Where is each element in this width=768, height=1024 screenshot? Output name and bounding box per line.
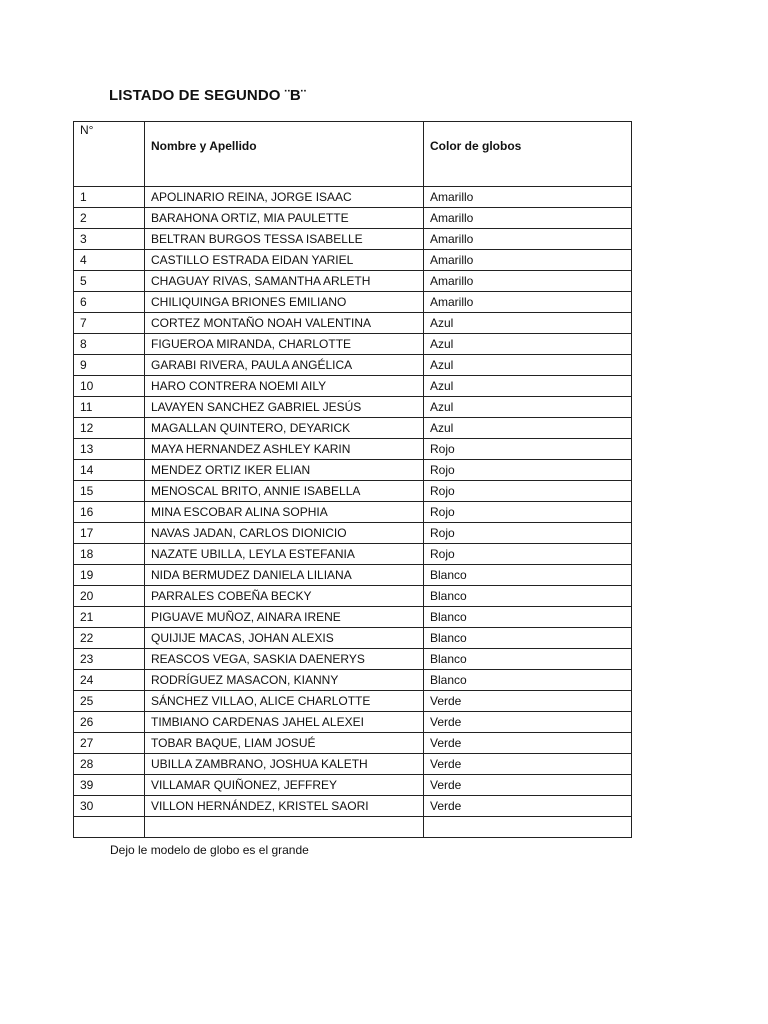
table-row (74, 733, 632, 754)
balloon-color: Amarillo (424, 187, 632, 208)
student-name: NAZATE UBILLA, LEYLA ESTEFANIA (145, 544, 424, 565)
balloon-color: Amarillo (424, 271, 632, 292)
table-row (74, 355, 632, 376)
row-number: 14 (74, 460, 145, 481)
student-name: PIGUAVE MUÑOZ, AINARA IRENE (145, 607, 424, 628)
table-row (74, 229, 632, 250)
student-name: CHAGUAY RIVAS, SAMANTHA ARLETH (145, 271, 424, 292)
student-name: MINA ESCOBAR ALINA SOPHIA (145, 502, 424, 523)
balloon-color: Blanco (424, 670, 632, 691)
row-number: 30 (74, 796, 145, 817)
page-title: LISTADO DE SEGUNDO ¨B¨ (109, 87, 306, 104)
student-name: UBILLA ZAMBRANO, JOSHUA KALETH (145, 754, 424, 775)
table-row (74, 607, 632, 628)
student-name: NIDA BERMUDEZ DANIELA LILIANA (145, 565, 424, 586)
balloon-color: Amarillo (424, 229, 632, 250)
balloon-color: Blanco (424, 607, 632, 628)
balloon-color: Amarillo (424, 208, 632, 229)
row-number: 8 (74, 334, 145, 355)
balloon-color: Verde (424, 733, 632, 754)
row-number: 21 (74, 607, 145, 628)
balloon-color: Azul (424, 355, 632, 376)
student-name: MAGALLAN QUINTERO, DEYARICK (145, 418, 424, 439)
balloon-color: Blanco (424, 565, 632, 586)
student-name: CHILIQUINGA BRIONES EMILIANO (145, 292, 424, 313)
row-number: 15 (74, 481, 145, 502)
row-number: 5 (74, 271, 145, 292)
table-row (74, 670, 632, 691)
student-name: CORTEZ MONTAÑO NOAH VALENTINA (145, 313, 424, 334)
balloon-color: Rojo (424, 439, 632, 460)
table-row (74, 754, 632, 775)
table-row (74, 691, 632, 712)
student-name: GARABI RIVERA, PAULA ANGÉLICA (145, 355, 424, 376)
row-number: 20 (74, 586, 145, 607)
balloon-color: Rojo (424, 523, 632, 544)
header-number: N° (74, 122, 145, 187)
student-name: MENDEZ ORTIZ IKER ELIAN (145, 460, 424, 481)
balloon-color: Amarillo (424, 292, 632, 313)
student-name: MAYA HERNANDEZ ASHLEY KARIN (145, 439, 424, 460)
row-number: 12 (74, 418, 145, 439)
balloon-color: Verde (424, 754, 632, 775)
table-row (74, 397, 632, 418)
row-number: 28 (74, 754, 145, 775)
student-name: BELTRAN BURGOS TESSA ISABELLE (145, 229, 424, 250)
table-row (74, 292, 632, 313)
row-number: 16 (74, 502, 145, 523)
balloon-color: Blanco (424, 586, 632, 607)
balloon-color: Verde (424, 691, 632, 712)
balloon-color: Azul (424, 376, 632, 397)
balloon-color: Verde (424, 796, 632, 817)
row-number: 23 (74, 649, 145, 670)
row-number (74, 817, 145, 838)
row-number: 13 (74, 439, 145, 460)
table-row (74, 460, 632, 481)
table-row (74, 208, 632, 229)
row-number: 27 (74, 733, 145, 754)
row-number: 24 (74, 670, 145, 691)
balloon-color: Azul (424, 418, 632, 439)
student-name: TOBAR BAQUE, LIAM JOSUÉ (145, 733, 424, 754)
student-name: MENOSCAL BRITO, ANNIE ISABELLA (145, 481, 424, 502)
row-number: 7 (74, 313, 145, 334)
table-row (74, 796, 632, 817)
balloon-color: Rojo (424, 544, 632, 565)
student-name: SÁNCHEZ VILLAO, ALICE CHARLOTTE (145, 691, 424, 712)
balloon-color: Azul (424, 397, 632, 418)
table-row (74, 334, 632, 355)
balloon-color: Verde (424, 712, 632, 733)
student-name: TIMBIANO CARDENAS JAHEL ALEXEI (145, 712, 424, 733)
table-row (74, 586, 632, 607)
table-row (74, 628, 632, 649)
student-name (145, 817, 424, 838)
student-name: REASCOS VEGA, SASKIA DAENERYS (145, 649, 424, 670)
row-number: 26 (74, 712, 145, 733)
table-header-row (74, 122, 632, 187)
header-color-label: Color de globos (430, 139, 522, 153)
balloon-color: Blanco (424, 649, 632, 670)
row-number: 17 (74, 523, 145, 544)
header-name-label: Nombre y Apellido (151, 139, 257, 153)
balloon-color: Amarillo (424, 250, 632, 271)
student-name: VILLON HERNÁNDEZ, KRISTEL SAORI (145, 796, 424, 817)
table-row (74, 502, 632, 523)
table-row (74, 712, 632, 733)
student-name: VILLAMAR QUIÑONEZ, JEFFREY (145, 775, 424, 796)
row-number: 3 (74, 229, 145, 250)
balloon-color: Rojo (424, 460, 632, 481)
table-row (74, 565, 632, 586)
balloon-color: Rojo (424, 502, 632, 523)
student-name: HARO CONTRERA NOEMI AILY (145, 376, 424, 397)
student-name: LAVAYEN SANCHEZ GABRIEL JESÚS (145, 397, 424, 418)
student-name: BARAHONA ORTIZ, MIA PAULETTE (145, 208, 424, 229)
row-number: 1 (74, 187, 145, 208)
row-number: 10 (74, 376, 145, 397)
table-row (74, 817, 632, 838)
student-name: FIGUEROA MIRANDA, CHARLOTTE (145, 334, 424, 355)
row-number: 22 (74, 628, 145, 649)
table-row (74, 523, 632, 544)
header-name (145, 122, 424, 187)
balloon-color: Rojo (424, 481, 632, 502)
balloon-color: Verde (424, 775, 632, 796)
balloon-color: Blanco (424, 628, 632, 649)
table-row (74, 649, 632, 670)
table-row (74, 544, 632, 565)
balloon-color: Azul (424, 334, 632, 355)
student-name: APOLINARIO REINA, JORGE ISAAC (145, 187, 424, 208)
table-row (74, 418, 632, 439)
table-row (74, 271, 632, 292)
balloon-color: Azul (424, 313, 632, 334)
row-number: 25 (74, 691, 145, 712)
student-table (73, 121, 632, 838)
balloon-color (424, 817, 632, 838)
row-number: 9 (74, 355, 145, 376)
row-number: 18 (74, 544, 145, 565)
student-name: PARRALES COBEÑA BECKY (145, 586, 424, 607)
row-number: 11 (74, 397, 145, 418)
table-row (74, 775, 632, 796)
row-number: 2 (74, 208, 145, 229)
footer-note: Dejo le modelo de globo es el grande (110, 843, 309, 857)
table-row (74, 376, 632, 397)
table-row (74, 481, 632, 502)
student-name: QUIJIJE MACAS, JOHAN ALEXIS (145, 628, 424, 649)
table-row (74, 439, 632, 460)
table-body (74, 122, 632, 838)
student-name: RODRÍGUEZ MASACON, KIANNY (145, 670, 424, 691)
row-number: 39 (74, 775, 145, 796)
table-row (74, 313, 632, 334)
table-row (74, 187, 632, 208)
row-number: 6 (74, 292, 145, 313)
header-color (424, 122, 632, 187)
row-number: 4 (74, 250, 145, 271)
student-name: CASTILLO ESTRADA EIDAN YARIEL (145, 250, 424, 271)
table-row (74, 250, 632, 271)
row-number: 19 (74, 565, 145, 586)
student-name: NAVAS JADAN, CARLOS DIONICIO (145, 523, 424, 544)
